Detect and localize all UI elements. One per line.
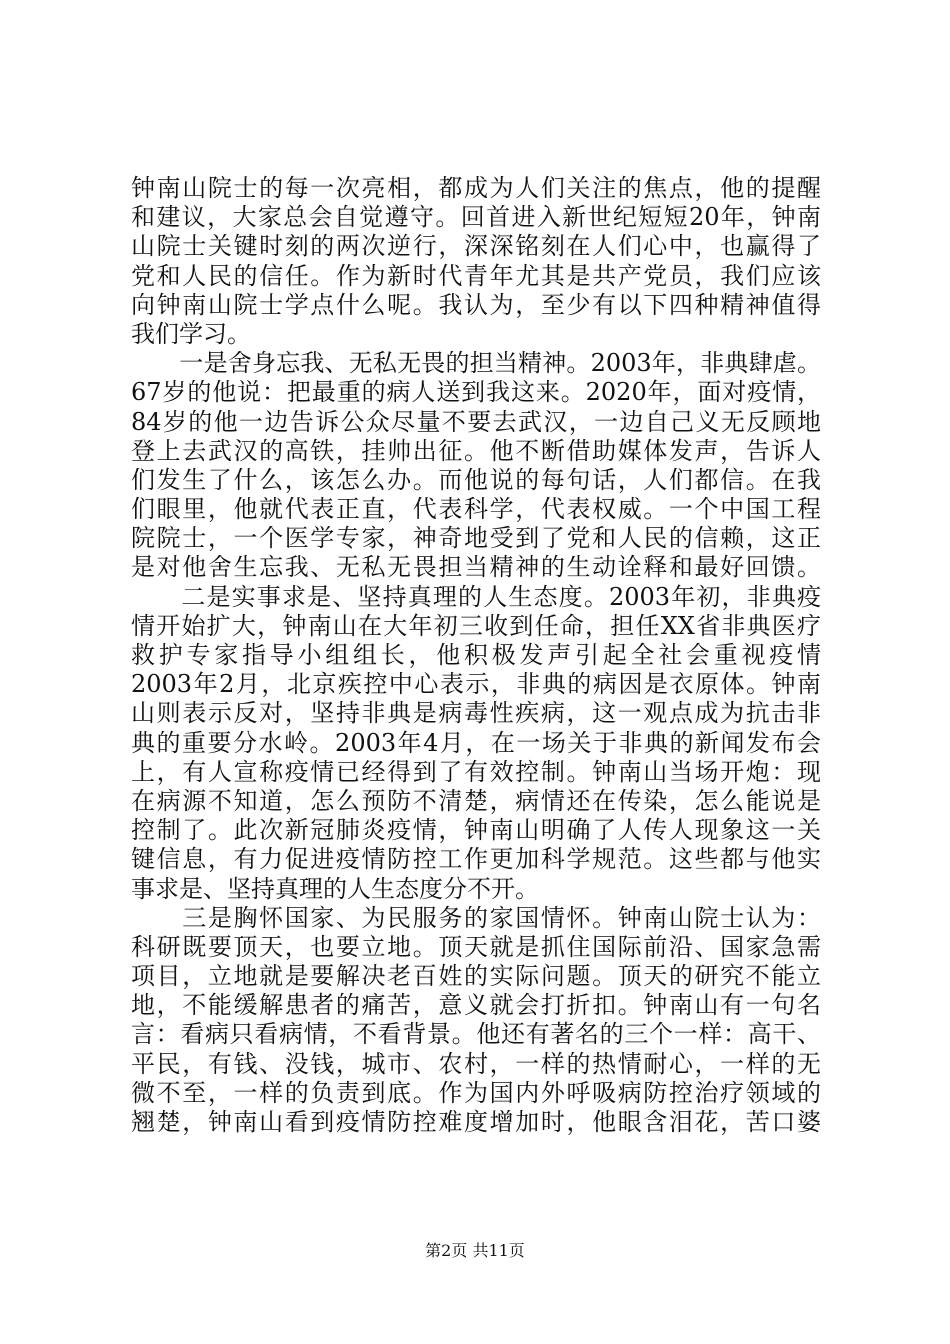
text-line: 地，不能缓解患者的痛苦，意义就会打折扣。钟南山有一句名 xyxy=(131,991,821,1020)
text-line: 2003年2月，北京疾控中心表示，非典的病因是衣原体。钟南 xyxy=(131,670,821,699)
text-line: 控制了。此次新冠肺炎疫情，钟南山明确了人传人现象这一关 xyxy=(131,816,821,845)
text-line: 科研既要顶天，也要立地。顶天就是抓住国际前沿、国家急需 xyxy=(131,932,821,961)
text-line: 们发生了什么，该怎么办。而他说的每句话，人们都信。在我 xyxy=(131,465,821,494)
text-line: 项目，立地就是要解决老百姓的实际问题。顶天的研究不能立 xyxy=(131,962,821,991)
text-line: 山则表示反对，坚持非典是病毒性疾病，这一观点成为抗击非 xyxy=(131,699,821,728)
text-line: 情开始扩大，钟南山在大年初三收到任命，担任XX省非典医疗 xyxy=(131,611,821,640)
text-line: 键信息，有力促进疫情防控工作更加科学规范。这些都与他实 xyxy=(131,845,821,874)
text-line: 党和人民的信任。作为新时代青年尤其是共产党员，我们应该 xyxy=(131,261,821,290)
text-line: 微不至，一样的负责到底。作为国内外呼吸病防控治疗领域的 xyxy=(131,1078,821,1107)
document-body xyxy=(131,174,821,1137)
text-line: 向钟南山院士学点什么呢。我认为，至少有以下四种精神值得 xyxy=(131,290,821,319)
text-line: 一是舍身忘我、无私无畏的担当精神。2003年，非典肆虐。 xyxy=(131,349,821,378)
text-line: 院院士，一个医学专家，神奇地受到了党和人民的信赖，这正 xyxy=(131,524,821,553)
text-line: 典的重要分水岭。2003年4月，在一场关于非典的新闻发布会 xyxy=(131,728,821,757)
page-number: 第2页 共11页 xyxy=(425,1241,525,1260)
text-line: 山院士关键时刻的两次逆行，深深铭刻在人们心中，也赢得了 xyxy=(131,232,821,261)
text-line: 平民，有钱、没钱，城市、农村，一样的热情耐心，一样的无 xyxy=(131,1049,821,1078)
text-line: 救护专家指导小组组长，他积极发声引起全社会重视疫情 xyxy=(131,641,821,669)
text-line: 是对他舍生忘我、无私无畏担当精神的生动诠释和最好回馈。 xyxy=(131,553,821,582)
text-line: 67岁的他说：把最重的病人送到我这来。2020年，面对疫情， xyxy=(131,378,821,407)
text-line: 上，有人宣称疫情已经得到了有效控制。钟南山当场开炮：现 xyxy=(131,757,821,786)
text-line: 二是实事求是、坚持真理的人生态度。2003年初，非典疫 xyxy=(131,582,821,611)
text-line: 我们学习。 xyxy=(131,319,251,348)
text-line: 言：看病只看病情，不看背景。他还有著名的三个一样：高干、 xyxy=(131,1020,821,1049)
text-line: 在病源不知道，怎么预防不清楚，病情还在传染，怎么能说是 xyxy=(131,786,821,815)
text-line: 和建议，大家总会自觉遵守。回首进入新世纪短短20年，钟南 xyxy=(131,203,821,232)
text-line: 事求是、坚持真理的人生态度分不开。 xyxy=(131,874,539,903)
text-line: 三是胸怀国家、为民服务的家国情怀。钟南山院士认为： xyxy=(131,903,821,932)
text-line: 们眼里，他就代表正直，代表科学，代表权威。一个中国工程 xyxy=(131,495,821,524)
text-line: 钟南山院士的每一次亮相，都成为人们关注的焦点，他的提醒 xyxy=(131,174,821,202)
text-line: 翘楚，钟南山看到疫情防控难度增加时，他眼含泪花，苦口婆 xyxy=(131,1108,821,1136)
text-line: 登上去武汉的高铁，挂帅出征。他不断借助媒体发声，告诉人 xyxy=(131,436,821,465)
text-line: 84岁的他一边告诉公众尽量不要去武汉，一边自己义无反顾地 xyxy=(131,407,821,436)
